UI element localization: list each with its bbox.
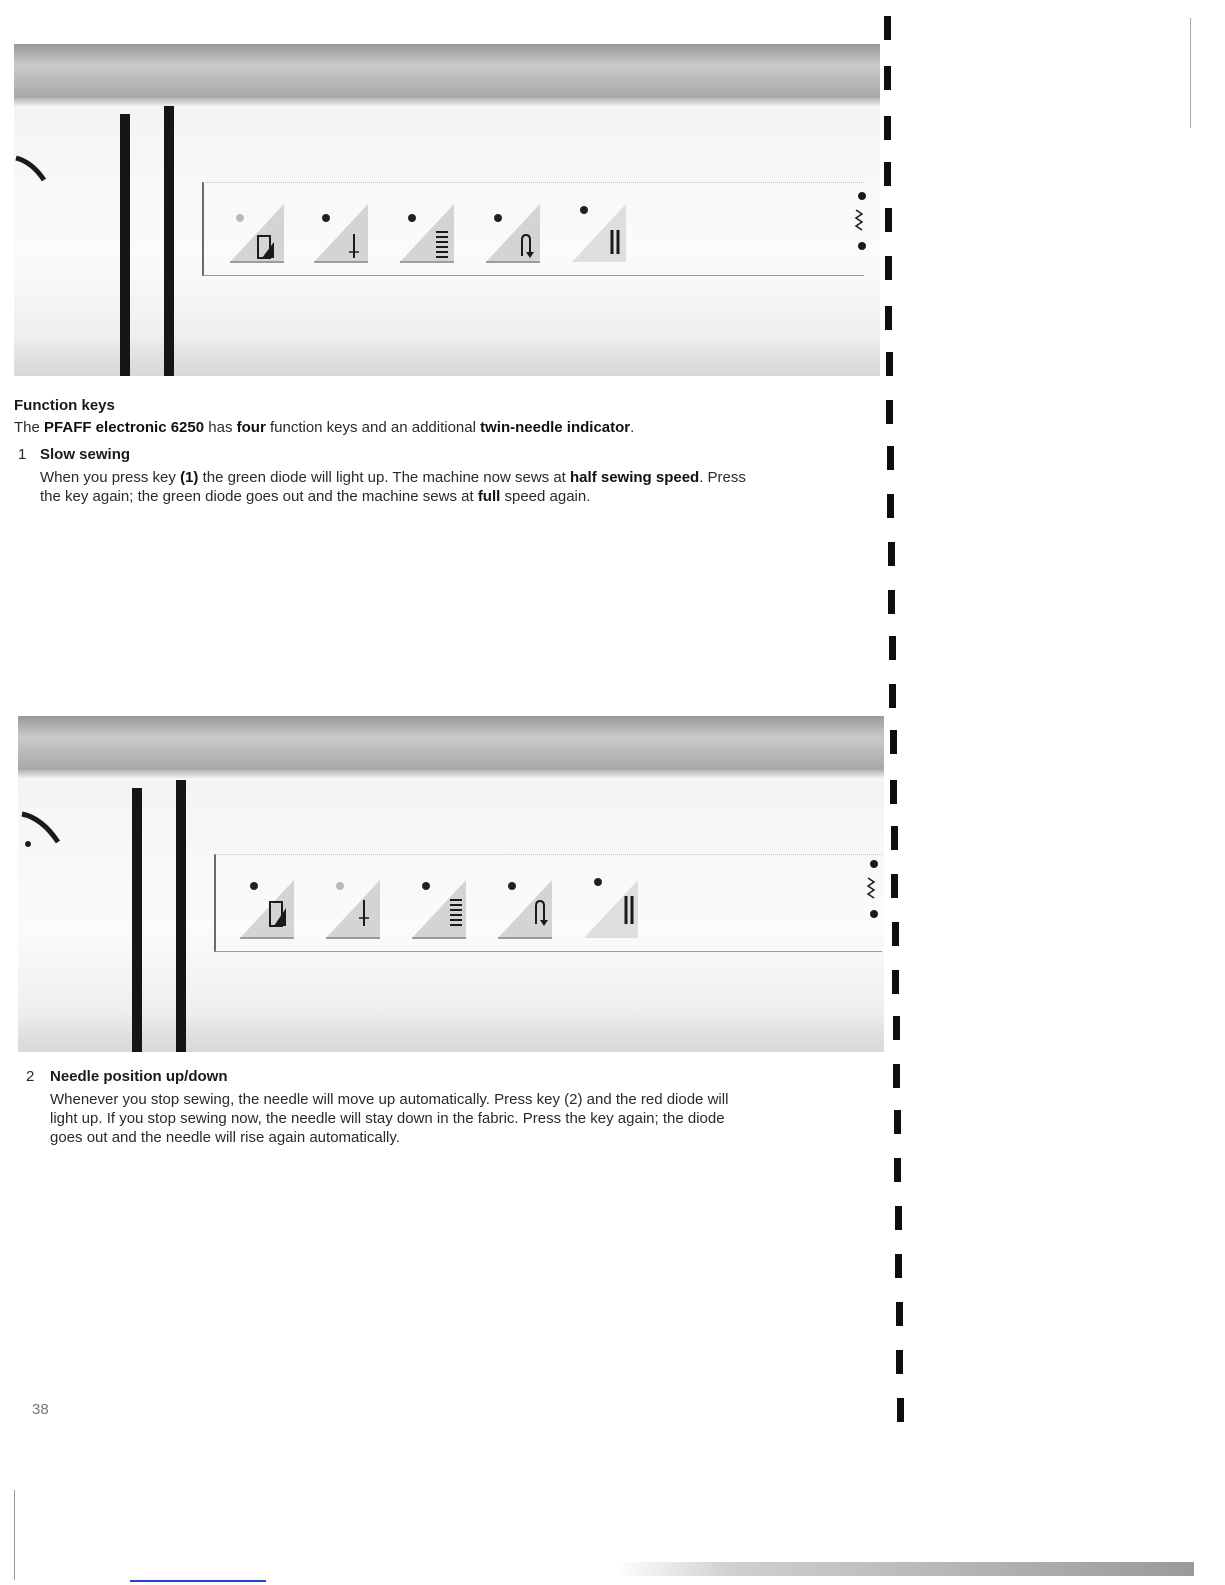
item1-line2: the key again; the green diode goes out and the machine sews at full speed again. bbox=[40, 488, 591, 505]
needle-position-key[interactable] bbox=[322, 872, 382, 940]
panel-post-left bbox=[120, 114, 130, 376]
arrow-icon bbox=[14, 154, 48, 184]
needle-position-icon bbox=[346, 232, 362, 260]
arrow-icon bbox=[18, 808, 62, 852]
slow-sewing-icon bbox=[256, 234, 276, 260]
item1-line1: When you press key (1) the green diode will light up. The machine now sews at half sewing speed. Press bbox=[40, 469, 746, 486]
control-panel-photo-2 bbox=[18, 716, 884, 1052]
footer-line bbox=[130, 1580, 266, 1582]
twin-needle-icon bbox=[622, 894, 636, 926]
section-title: Function keys bbox=[14, 397, 115, 414]
green-diode bbox=[236, 214, 244, 222]
twin-needle-icon bbox=[608, 228, 622, 256]
green-diode bbox=[250, 882, 258, 890]
panel-post-right bbox=[176, 780, 186, 1052]
twin-needle-indicator-icon bbox=[864, 858, 884, 928]
control-panel-photo-1 bbox=[14, 44, 880, 376]
reverse-icon bbox=[532, 898, 548, 928]
item2-number: 2 bbox=[26, 1068, 35, 1085]
stitch-pattern-icon bbox=[448, 896, 464, 928]
panel-post-right bbox=[164, 106, 174, 376]
reverse-icon bbox=[518, 232, 534, 260]
slow-sewing-icon bbox=[268, 900, 288, 928]
panel-post-left bbox=[132, 788, 142, 1052]
footer-bar bbox=[614, 1562, 1194, 1576]
red-diode bbox=[322, 214, 330, 222]
item2-title: Needle position up/down bbox=[50, 1068, 228, 1085]
item1-number: 1 bbox=[18, 446, 27, 463]
twin-needle-indicator-icon bbox=[852, 190, 872, 260]
intro-paragraph: The PFAFF electronic 6250 has four function keys and an additional twin-needle indicator. bbox=[14, 419, 635, 436]
item1-title: Slow sewing bbox=[40, 446, 131, 463]
needle-position-icon bbox=[356, 898, 372, 928]
item2-line1: Whenever you stop sewing, the needle will move up automatically. Press key (2) and the red diode will bbox=[50, 1091, 729, 1108]
red-diode bbox=[336, 882, 344, 890]
stitch-pattern-icon bbox=[434, 228, 450, 260]
item2-line3: goes out and the needle will rise again automatically. bbox=[50, 1129, 400, 1146]
item2-line2: light up. If you stop sewing now, the needle will stay down in the fabric. Press the key again; the diode bbox=[50, 1110, 725, 1127]
page-number: 38 bbox=[32, 1401, 49, 1418]
